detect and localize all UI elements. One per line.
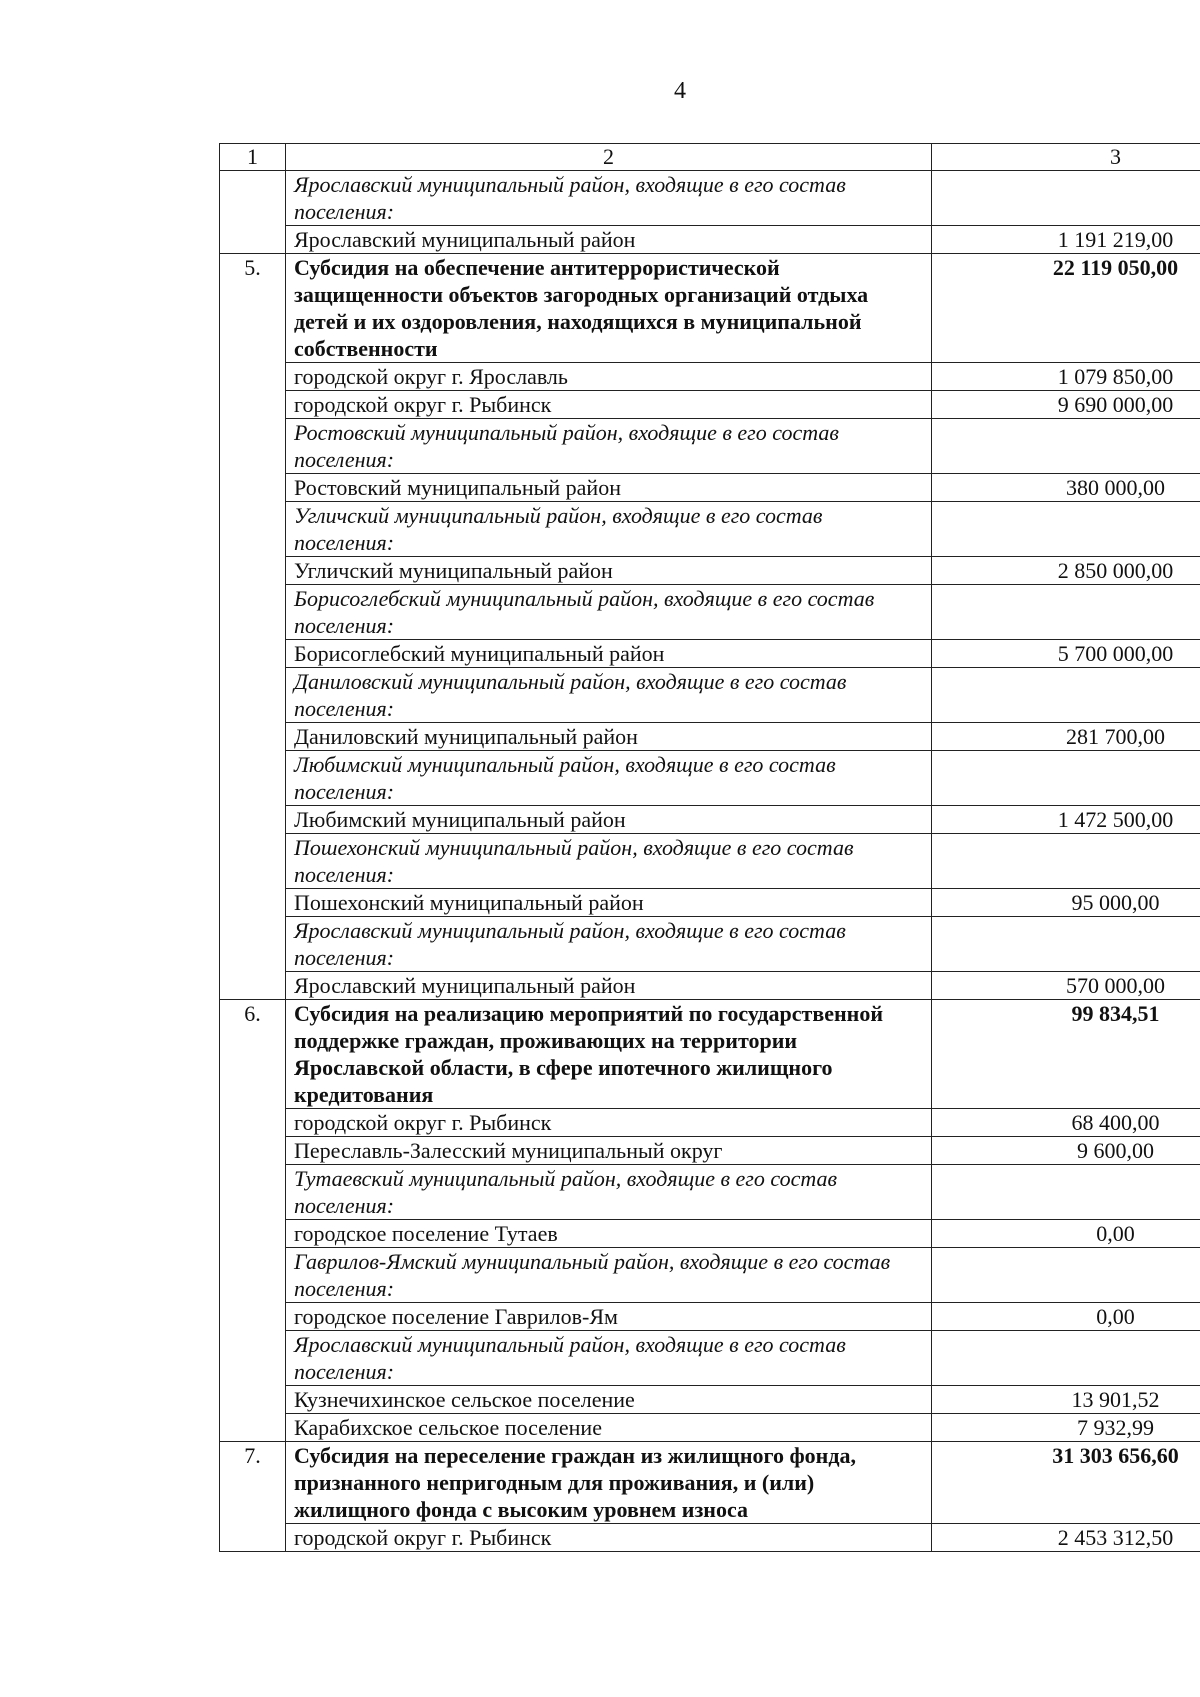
item-number <box>220 1331 286 1386</box>
recipient-name: Ростовский муниципальный район <box>286 474 932 502</box>
recipient-name: городское поселение Гаврилов-Ям <box>286 1303 932 1331</box>
recipient-name: городской округ г. Рыбинск <box>286 1524 932 1552</box>
item-number <box>220 419 286 474</box>
table-row <box>220 1331 1200 1386</box>
item-number <box>220 391 286 419</box>
amount: 68 400,00 <box>932 1109 1200 1137</box>
amount: 2 453 312,50 <box>932 1524 1200 1552</box>
subsidy-title: Субсидия на реализацию мероприятий по государственной поддержке граждан, проживающих на территории Ярославской области, в сфере ипотечного жилищного кредитования <box>286 1000 932 1109</box>
recipient-name: городской округ г. Рыбинск <box>286 1109 932 1137</box>
item-number <box>220 972 286 1000</box>
district-group-label: Пошехонский муниципальный район, входящие в его состав поселения: <box>286 834 932 889</box>
table-row <box>220 419 1200 474</box>
amount: 9 690 000,00 <box>932 391 1200 419</box>
item-number <box>220 889 286 917</box>
table-row <box>220 1109 1200 1137</box>
amount: 22 119 050,00 <box>932 254 1200 363</box>
amount: 31 303 656,60 <box>932 1442 1200 1524</box>
recipient-name: городской округ г. Ярославль <box>286 363 932 391</box>
amount: 1 079 850,00 <box>932 363 1200 391</box>
page-number: 4 <box>674 78 686 104</box>
item-number <box>220 502 286 557</box>
table-row <box>220 1303 1200 1331</box>
table-row <box>220 1442 1200 1524</box>
table-row <box>220 834 1200 889</box>
item-number <box>220 474 286 502</box>
amount <box>932 917 1200 972</box>
table-row <box>220 1137 1200 1165</box>
table-row <box>220 723 1200 751</box>
table-row <box>220 474 1200 502</box>
amount <box>932 1331 1200 1386</box>
item-number <box>220 1248 286 1303</box>
recipient-name: городское поселение Тутаев <box>286 1220 932 1248</box>
table-header-row <box>220 144 1200 171</box>
table-row <box>220 557 1200 585</box>
item-number <box>220 1303 286 1331</box>
item-number: 5. <box>220 254 286 363</box>
amount: 570 000,00 <box>932 972 1200 1000</box>
amount: 99 834,51 <box>932 1000 1200 1109</box>
table-row <box>220 806 1200 834</box>
amount: 2 850 000,00 <box>932 557 1200 585</box>
amount: 380 000,00 <box>932 474 1200 502</box>
item-number <box>220 557 286 585</box>
item-number <box>220 363 286 391</box>
recipient-name: Ярославский муниципальный район <box>286 972 932 1000</box>
amount <box>932 834 1200 889</box>
amount: 1 191 219,00 <box>932 226 1200 254</box>
item-number <box>220 171 286 226</box>
item-number <box>220 1137 286 1165</box>
amount: 1 472 500,00 <box>932 806 1200 834</box>
recipient-name: Борисоглебский муниципальный район <box>286 640 932 668</box>
header-col-1: 1 <box>220 144 286 171</box>
table-row <box>220 1524 1200 1552</box>
table-row <box>220 254 1200 363</box>
item-number <box>220 751 286 806</box>
district-group-label: Ростовский муниципальный район, входящие в его состав поселения: <box>286 419 932 474</box>
amount: 281 700,00 <box>932 723 1200 751</box>
table-row <box>220 1000 1200 1109</box>
subsidy-title: Субсидия на обеспечение антитеррористической защищенности объектов загородных организаций отдыха детей и их оздоровления, находящихся в муниципальной собственности <box>286 254 932 363</box>
table-row <box>220 363 1200 391</box>
amount <box>932 419 1200 474</box>
table-row <box>220 889 1200 917</box>
district-group-label: Тутаевский муниципальный район, входящие в его состав поселения: <box>286 1165 932 1220</box>
item-number <box>220 226 286 254</box>
recipient-name: Угличский муниципальный район <box>286 557 932 585</box>
district-group-label: Даниловский муниципальный район, входящие в его состав поселения: <box>286 668 932 723</box>
amount: 7 932,99 <box>932 1414 1200 1442</box>
item-number <box>220 585 286 640</box>
item-number <box>220 1386 286 1414</box>
table-row <box>220 502 1200 557</box>
table-row <box>220 226 1200 254</box>
amount <box>932 1248 1200 1303</box>
amount <box>932 668 1200 723</box>
district-group-label: Ярославский муниципальный район, входящие в его состав поселения: <box>286 171 932 226</box>
recipient-name: Даниловский муниципальный район <box>286 723 932 751</box>
recipient-name: Любимский муниципальный район <box>286 806 932 834</box>
table-row <box>220 585 1200 640</box>
table-row <box>220 171 1200 226</box>
subsidy-title: Субсидия на переселение граждан из жилищного фонда, признанного непригодным для проживания, и (или) жилищного фонда с высоким уровнем износа <box>286 1442 932 1524</box>
amount <box>932 171 1200 226</box>
amount: 0,00 <box>932 1220 1200 1248</box>
item-number <box>220 668 286 723</box>
table-row <box>220 1386 1200 1414</box>
item-number <box>220 834 286 889</box>
recipient-name: Кузнечихинское сельское поселение <box>286 1386 932 1414</box>
amount: 0,00 <box>932 1303 1200 1331</box>
item-number: 6. <box>220 1000 286 1109</box>
item-number <box>220 1524 286 1552</box>
table-row <box>220 640 1200 668</box>
item-number <box>220 1414 286 1442</box>
item-number <box>220 1220 286 1248</box>
subsidy-table <box>219 143 1200 1552</box>
header-col-3: 3 <box>932 144 1200 171</box>
table-row <box>220 1220 1200 1248</box>
amount: 13 901,52 <box>932 1386 1200 1414</box>
recipient-name: Переславль-Залесский муниципальный округ <box>286 1137 932 1165</box>
recipient-name: Ярославский муниципальный район <box>286 226 932 254</box>
table-row <box>220 972 1200 1000</box>
table-row <box>220 1414 1200 1442</box>
amount <box>932 1165 1200 1220</box>
district-group-label: Ярославский муниципальный район, входящие в его состав поселения: <box>286 1331 932 1386</box>
item-number: 7. <box>220 1442 286 1524</box>
table-row <box>220 391 1200 419</box>
header-col-2: 2 <box>286 144 932 171</box>
table-row <box>220 1248 1200 1303</box>
recipient-name: Пошехонский муниципальный район <box>286 889 932 917</box>
table-row <box>220 668 1200 723</box>
district-group-label: Ярославский муниципальный район, входящие в его состав поселения: <box>286 917 932 972</box>
amount: 5 700 000,00 <box>932 640 1200 668</box>
district-group-label: Угличский муниципальный район, входящие в его состав поселения: <box>286 502 932 557</box>
item-number <box>220 1109 286 1137</box>
amount <box>932 751 1200 806</box>
recipient-name: Карабихское сельское поселение <box>286 1414 932 1442</box>
amount <box>932 502 1200 557</box>
table-row <box>220 917 1200 972</box>
recipient-name: городской округ г. Рыбинск <box>286 391 932 419</box>
table-row <box>220 1165 1200 1220</box>
table-row <box>220 751 1200 806</box>
item-number <box>220 723 286 751</box>
amount: 9 600,00 <box>932 1137 1200 1165</box>
district-group-label: Гаврилов-Ямский муниципальный район, входящие в его состав поселения: <box>286 1248 932 1303</box>
item-number <box>220 806 286 834</box>
item-number <box>220 917 286 972</box>
amount: 95 000,00 <box>932 889 1200 917</box>
item-number <box>220 1165 286 1220</box>
district-group-label: Борисоглебский муниципальный район, входящие в его состав поселения: <box>286 585 932 640</box>
item-number <box>220 640 286 668</box>
amount <box>932 585 1200 640</box>
district-group-label: Любимский муниципальный район, входящие в его состав поселения: <box>286 751 932 806</box>
